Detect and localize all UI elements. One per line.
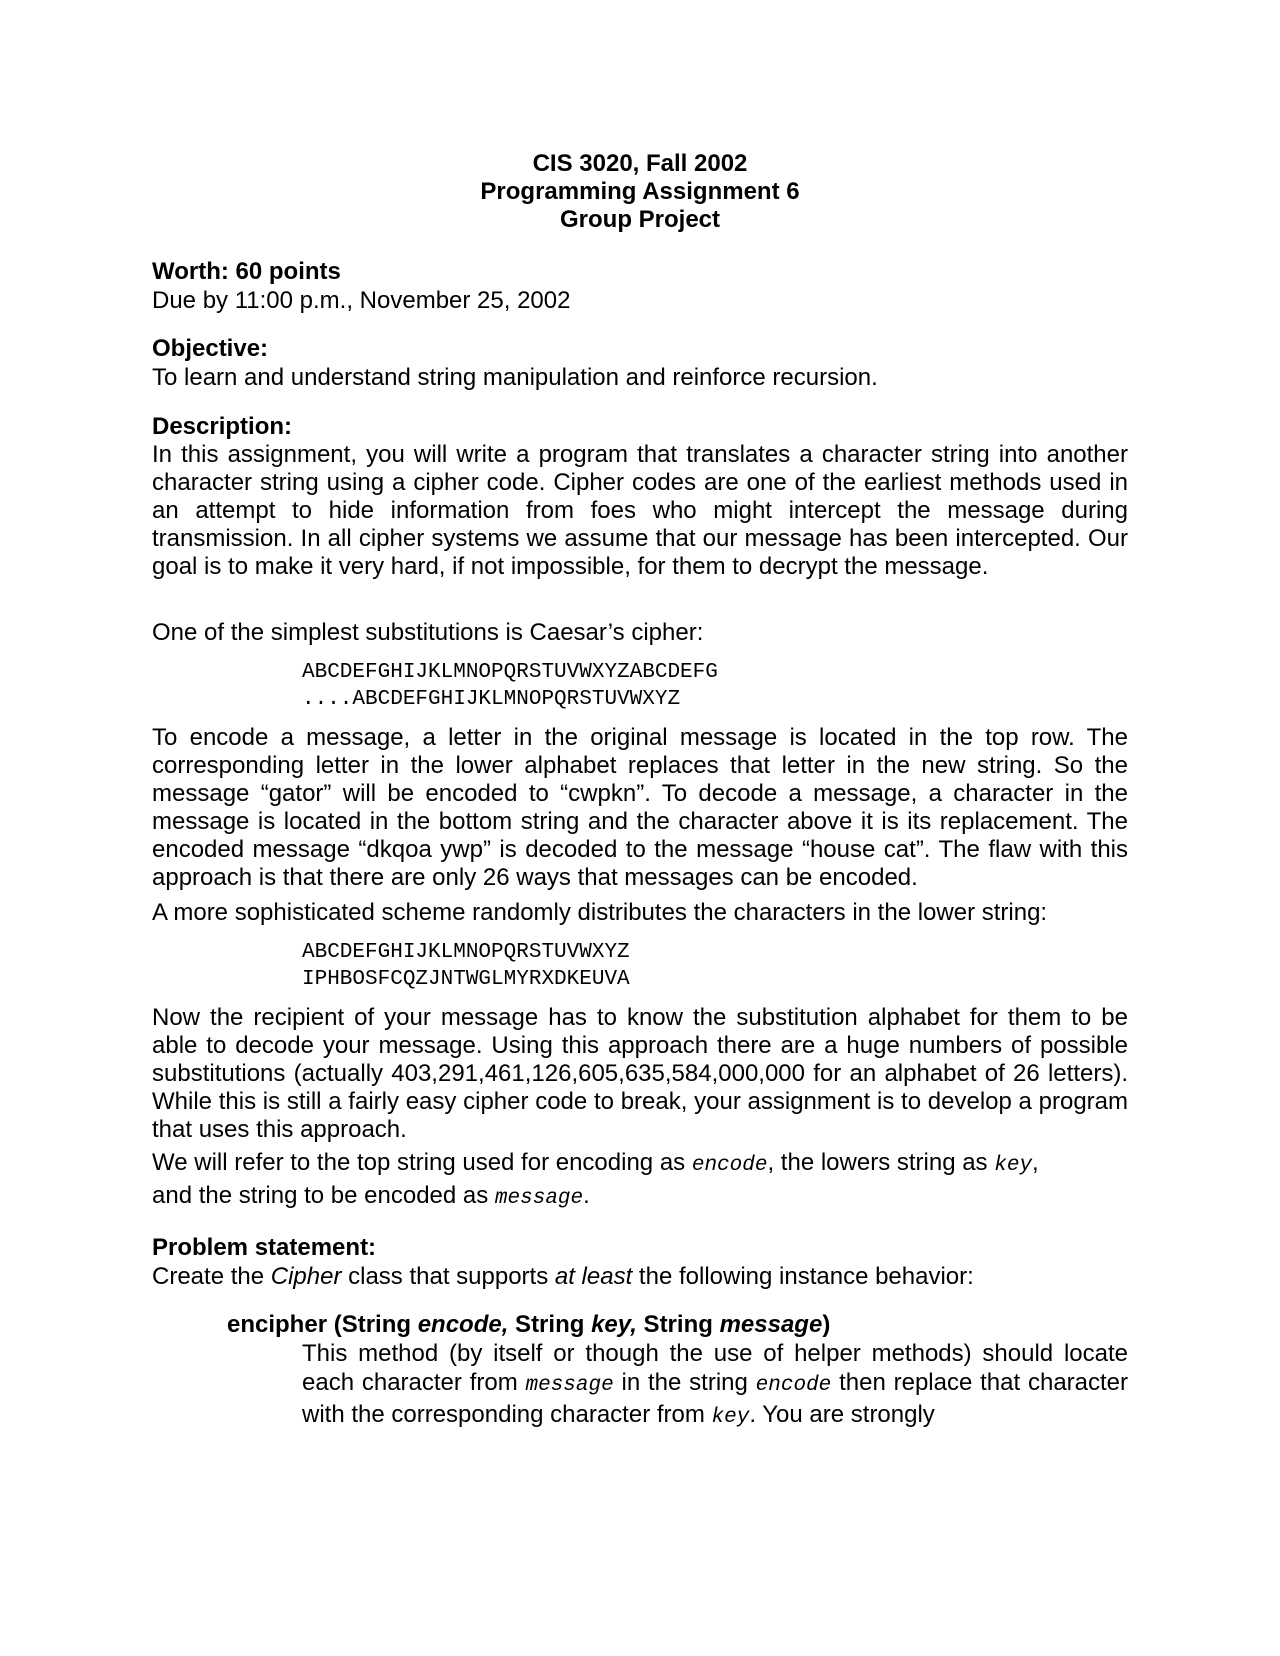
- description-paragraph-6: [152, 1148, 1128, 1214]
- due-date: Due by 11:00 p.m., November 25, 2002: [152, 287, 571, 314]
- worth-heading: Worth: 60 points: [152, 258, 341, 285]
- sig-text-d: ): [822, 1311, 831, 1338]
- assignment-title: Programming Assignment 6: [480, 178, 800, 205]
- desc-key-term: key: [711, 1406, 750, 1429]
- desc-message-term: message: [525, 1374, 614, 1397]
- sig-text-a: encipher (String: [227, 1311, 418, 1338]
- p6-text-c: ,: [1032, 1149, 1039, 1176]
- sig-message-param: message: [719, 1311, 823, 1338]
- description-paragraph-4: A more sophisticated scheme randomly distributes the characters in the lower string:: [152, 899, 1048, 926]
- desc-text-b: in the string: [613, 1369, 756, 1396]
- sig-key-param: key,: [591, 1311, 637, 1338]
- random-bottom-row: IPHBOSFCQZJNTWGLMYRXDKEUVA: [302, 968, 630, 991]
- p6-text-d: and the string to be encoded as: [152, 1182, 495, 1209]
- p6-message-term: message: [494, 1187, 584, 1210]
- p6-text-a: We will refer to the top string used for encoding as: [152, 1149, 692, 1176]
- description-heading: Description:: [152, 413, 293, 440]
- intro-text-b: class that supports: [341, 1263, 555, 1290]
- sig-encode-param: encode,: [417, 1311, 509, 1338]
- project-title: Group Project: [559, 206, 721, 233]
- problem-heading: Problem statement:: [152, 1234, 377, 1261]
- description-paragraph-3: To encode a message, a letter in the original message is located in the top row. The corresponding letter in the lower alphabet replaces that letter in the new string. So the message “gator” will be encoded to “cwpkn”. To decode a message, a character in the message is located in the bottom string and the character above it is its replacement. The encoded message “dkqoa ywp” is decoded to the message “house cat”. The flaw with this approach is that there are only 26 ways that messages can be encoded.: [152, 724, 1128, 891]
- intro-text-c: the following instance behavior:: [632, 1263, 974, 1290]
- objective-heading: Objective:: [152, 335, 269, 362]
- intro-cipher-term: Cipher: [270, 1263, 342, 1290]
- description-paragraph-2: One of the simplest substitutions is Caesar’s cipher:: [152, 619, 704, 646]
- caesar-top-row: ABCDEFGHIJKLMNOPQRSTUVWXYZABCDEFG: [302, 661, 718, 684]
- encipher-description: [302, 1339, 1128, 1432]
- p6-encode-term: encode: [691, 1154, 768, 1177]
- desc-encode-term: encode: [755, 1374, 832, 1397]
- desc-text-a: This method (by itself or though the use of helper methods) should locate each character from: [302, 1340, 1128, 1396]
- desc-text-c: then replace that character with the corresponding character from: [302, 1369, 1129, 1428]
- description-paragraph-1: In this assignment, you will write a program that translates a character string into another character string using a cipher code. Cipher codes are one of the earliest methods used in an attempt to hide information from foes who might intercept the message during transmission. In all cipher systems we assume that our message has been intercepted. Our goal is to make it very hard, if not impossible, for them to decrypt the message.: [152, 441, 1128, 580]
- encipher-signature: [227, 1310, 830, 1339]
- intro-atleast-term: at least: [554, 1263, 633, 1290]
- p6-text-b: , the lowers string as: [767, 1149, 995, 1176]
- sig-text-b: String: [508, 1311, 592, 1338]
- caesar-bottom-row: ....ABCDEFGHIJKLMNOPQRSTUVWXYZ: [302, 688, 681, 711]
- sig-text-c: String: [636, 1311, 720, 1338]
- description-paragraph-5: Now the recipient of your message has to know the substitution alphabet for them to be able to decode your message. Using this approach there are a huge numbers of possible substitutions (actually 403,291,461,126,605,635,584,000,000 for an alphabet of 26 letters). While this is still a fairly easy cipher code to break, your assignment is to develop a program that uses this approach.: [152, 1004, 1128, 1143]
- p6-text-e: .: [583, 1182, 590, 1209]
- objective-text: To learn and understand string manipulation and reinforce recursion.: [152, 364, 878, 391]
- intro-text-a: Create the: [152, 1263, 271, 1290]
- p6-key-term: key: [994, 1154, 1033, 1177]
- course-title: CIS 3020, Fall 2002: [532, 150, 748, 177]
- problem-intro: [152, 1262, 1128, 1291]
- random-top-row: ABCDEFGHIJKLMNOPQRSTUVWXYZ: [302, 941, 630, 964]
- desc-text-d: . You are strongly: [749, 1401, 935, 1428]
